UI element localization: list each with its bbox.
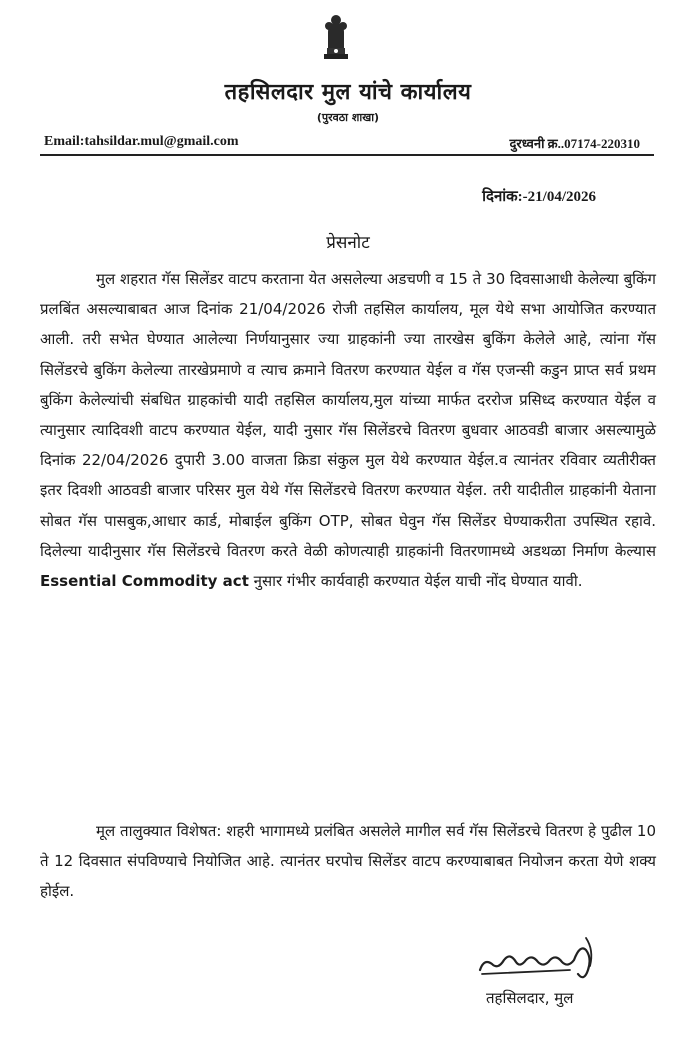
body-paragraph-2: मूल तालुक्यात विशेषत: शहरी भागामध्ये प्रलंबित असलेले मागील सर्व गॅस सिलेंडरचे वितरण हे पुढील 10 ते 12 दिवसात संपविण्याचे नियोजित आहे. त्यानंतर घरपोच सिलेंडर वाटप करण्याबाबत नियोजन करता येणे शक्य होईल. <box>40 822 656 901</box>
signature-icon <box>470 930 610 990</box>
office-subtitle: (पुरवठा शाखा) <box>316 111 380 124</box>
paragraph-1-text-end: नुसार गंभीर कार्यवाही करण्यात येईल याची नोंद घेण्यात यावी. <box>253 572 583 591</box>
email-address: Email:tahsildar.mul@gmail.com <box>44 134 239 149</box>
phone-number: दुरध्वनी क्र..07174-220310 <box>509 136 640 151</box>
signatory-title: तहसिलदार, मुल <box>486 989 574 1007</box>
office-title: तहसिलदार मुल यांचे कार्यालय <box>224 80 472 105</box>
national-emblem-icon <box>316 10 356 62</box>
body-paragraph-1 <box>40 264 656 596</box>
act-name: Essential Commodity act <box>40 572 249 591</box>
document-date: दिनांक:-21/04/2026 <box>482 189 596 205</box>
header-divider <box>40 154 654 156</box>
document-title: प्रेसनोट <box>326 233 370 253</box>
paragraph-1-text: मुल शहरात गॅस सिलेंडर वाटप करताना येत असलेल्या अडचणी व 15 ते 30 दिवसाआधी केलेल्या बुकिंग प्रलबिंत असल्याबाबत आज दिनांक 21/04/2026 रोजी तहसिल कार्यालय, मूल येथे सभा आयोजित करण्यात आली. तरी सभेत घेण्यात आलेल्या निर्णयानुसार ज्या ग्राहकांनी ज्या तारखेस बुकिंग केलेले आहे, त्यांना गॅस सिलेंडरचे बुकिंग केलेल्या तारखेप्रमाणे व त्याच क्रमाने वितरण करण्यात येईल व गॅस एजन्सी कडुन प्राप्त सर्व प्रथम बुकिंग केलेल्यांची संबधित ग्राहकांची यादी तहसिल कार्यालय,मुल यांच्या मार्फत दररोज प्रसिध्द करण्यात येईल व त्यानुसार त्यादिवशी वाटप करण्यात येईल, यादी नुसार गॅस सिलेंडरचे वितरण बुधवार आठवडी बाजार असल्यामुळे दिनांक 22/04/2026 दुपारी 3.00 वाजता क्रिडा संकुल मुल येथे करण्यात येईल.व त्यानंतर रविवार व्यतीरीक्त इतर दिवशी आठवडी बाजार परिसर मुल येथे गॅस सिलेंडरचे वितरण करण्यात येईल. तरी यादीतील ग्राहकांनी येताना सोबत गॅस पासबुक,आधार कार्ड, मोबाईल बुकिंग OTP, सोबत घेवुन गॅस सिलेंडर घेण्याकरीता उपस्थित रहावे. दिलेल्या यादीनुसार गॅस सिलेंडरचे वितरण करते वेळी कोणत्याही ग्राहकांनी वितरणामध्ये अडथळा निर्माण केल्यास <box>40 270 656 560</box>
